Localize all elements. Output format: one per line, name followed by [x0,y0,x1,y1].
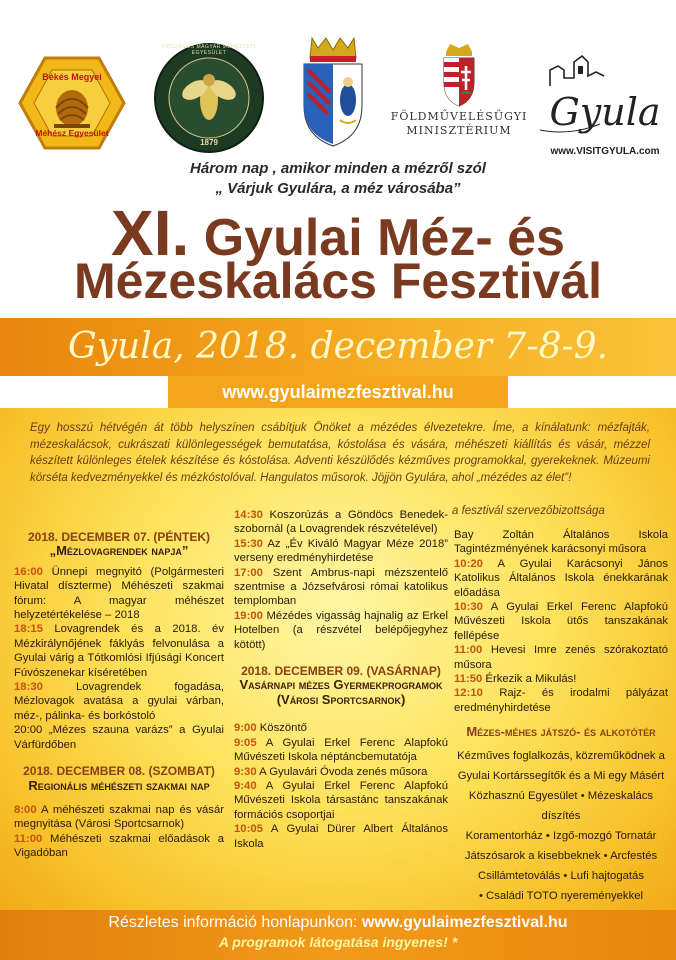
tagline-2: „ Várjuk Gyulára, a méz városába” [215,180,461,197]
entry-text: Bay Zoltán Általános Iskola Tagintézményének karácsonyi műsora [454,529,668,556]
entry-text: A Gyulai Dürer Albert Általános Iskola [234,823,448,850]
logo-row [0,28,676,157]
entry-time: 19:00 [234,609,263,622]
spacer [454,715,668,721]
entry-time: 12:10 [454,687,483,700]
ome-beekeeping-association-logo [153,42,265,154]
program-entry [14,723,224,752]
entry-text: Lovagrendek és a 2018. év Mézkirálynőjének fáklyás felvonulása a Gyulai várig a Tótkomlósi Ifjúsági Koncert Fúvószenekar kíséretében [14,623,224,679]
edition-number: XI. [111,197,190,269]
entry-text: Szent Ambrus-napi mézszentelő szentmise a Józsefvárosi római katolikus templomban [234,566,448,608]
bekes-beekeepers-logo [18,56,126,150]
ministry-name [384,110,534,138]
entry-text: A Gyulai Karácsonyi János Katolikus Általános Iskola énekkarának előadása [454,557,668,599]
program-entry [234,609,448,652]
organizers-signature: a fesztivál szervezőbizottsága [452,505,605,517]
program-entry [234,765,448,779]
program-entry [454,643,668,672]
bekes-logo-bottom-text: Méhész Egyesület [35,128,109,138]
intro-text: Egy hosszú hétvégén át több helyszínen csábítjuk Önöket a mézédes élvezetekre. Íme, a kínálatunk: mézfajták, mézeskalácsok, cukrászati különlegességek bemutatása, kóstolása és vására, méhészeti kiállítás és vásár, mézzel készített különleges ételek készítése és kóstolása. Adventi készülődés kézműves programokkal, gyerekeknek. Múzeumi körséta kedvezményekkel és mézkóstolóval. Hangulatos műsorok. Jöjjön Gyulára, ahol „mézédes az élet”! [30,422,650,484]
workshop-item: Koramentorház • Izgő-mozgó Tornatár [465,829,657,842]
footer-website-link[interactable]: www.gyulaimezfesztival.hu [361,914,568,931]
gyula-coat-of-arms [298,36,368,148]
program-entry [234,779,448,822]
day-2-date: 2018. DECEMBER 08. (SZOMBAT) [23,764,215,779]
gyula-script-wordmark: Gyula [549,90,661,134]
program-entry [234,537,448,566]
entry-time: 11:00 [454,644,483,657]
entry-time: 18:30 [14,681,43,694]
program-entry [14,565,224,623]
program-entry [234,822,448,851]
entry-text: A Gyulai Erkel Ferenc Alapfokú Művészeti Iskola ütős tanszakának fellépése [454,601,668,642]
entry-text: Lovagrendek fogadása, Mézlovagok avatása a gyulai várban, méz-, pálinka- és borkóstoló [14,681,224,722]
day-2-title: Regionális méhészeti szakmai nap [28,777,210,793]
footer-info-label: Részletes információ honlapunkon: [108,914,362,931]
workshop-item: • Családi TOTO nyereményekkel [478,889,644,902]
program-entry [454,528,668,557]
entry-time: 11:00 [14,832,43,845]
program-column-1 [14,530,224,861]
entry-text: A Gyulavári Óvoda zenés műsora [256,765,428,778]
program-entry [234,721,448,735]
day-1-title: „Mézlovagrendek napja” [49,543,189,559]
bekes-logo-top-text: Békés Megyei [42,72,102,82]
entry-time: 10:05 [234,823,263,836]
program-entry [234,736,448,765]
entry-text: Mézédes vigasság hajnalig az Erkel Hotelben (a részvétel belépőjegyhez kötött) [234,609,448,651]
festival-title-line-2: Mézeskalács Fesztivál [73,253,603,309]
workshop-item: Közhasznú Egyesület • Mézeskalács díszítés [468,789,654,822]
entry-text: Érkezik a Mikulás! [482,673,577,686]
visit-gyula-logo [530,46,670,164]
workshop-item: Kézműves foglalkozás, közreműködnek a [457,749,665,762]
entry-text: A méhészeti szakmai nap és vásár megnyitása (Városi Sportcsarnok) [14,803,224,831]
ome-year-text: 1879 [200,138,218,147]
entry-time: 14:30 [234,509,263,521]
ministry-line-1: FÖLDMŰVELÉSÜGYI [390,110,528,123]
entry-time: 9:40 [234,779,257,792]
program-column-2 [234,508,448,851]
website-link[interactable]: www.gyulaimezfesztival.hu [222,382,454,402]
entry-text: Köszöntő [256,722,307,735]
free-entry-notice: A programok látogatása ingyenes! * [218,934,458,950]
entry-time: 17:00 [234,566,263,579]
title-line-1-text: Gyulai Méz- és [189,209,565,267]
entry-time: 18:15 [14,623,43,636]
entry-time: 8:00 [14,803,37,816]
entry-text: Az „Év Kiváló Magyar Méze 2018” verseny eredményhirdetése [234,537,448,565]
workshop-item: Csillámtetoválás • Lufi hajtogatás [478,869,644,882]
entry-time: 10:20 [454,557,483,570]
entry-text: A Gyulai Erkel Ferenc Alapfokú Művészeti Iskola néptáncbemutatója [234,736,448,764]
program-entry [454,686,668,715]
visit-gyula-url: www.VISITGYULA.com [550,146,660,157]
program-entry [234,566,448,609]
program-column-3 [454,528,668,906]
program-entry [14,622,224,680]
workshop-item: Gyulai Kortárssegítők és a Mi egy Másért [457,769,665,782]
entry-text: Méhészeti szakmai előadások a Vigadóban [14,832,224,860]
day-1-date: 2018. DECEMBER 07. (PÉNTEK) [27,530,211,544]
program-entry [14,832,224,861]
entry-time: 20:00 [14,724,43,737]
workshop-title: Mézes-méhes játszó- és alkotótér [466,724,656,740]
entry-time: 9:05 [234,736,257,749]
entry-time: 10:30 [454,601,483,614]
entry-time: 11:50 [454,673,483,686]
entry-time: 9:30 [234,765,257,778]
day-3-title-1: Vasárnapi mézes Gyermekprogramok [239,677,443,693]
entry-text: Hevesi Imre zenés szórakoztató műsora [454,644,668,671]
entry-text: A Gyulai Erkel Ferenc Alapfokú Művészeti Iskola társastánc tanszakának formációs csoportjai [234,779,448,821]
day-3-date: 2018. DECEMBER 09. (VASÁRNAP) [241,664,441,679]
ministry-of-agriculture-logo [384,42,534,148]
entry-text: Ünnepi megnyitó (Polgármesteri Hivatal díszterme) Méhészeti szakmai fórum: A magyar méhészet helyzetértékelése – 2018 [14,565,224,622]
entry-text: Koszorúzás a Göndöcs Benedek-szobornál (a Lovagrendek részvételével) [234,509,448,536]
entry-text: „Mézes szauna varázs” a Gyulai Várfürdőben [14,724,224,751]
workshop-item: Játszósarok a kisebbeknek • Arcfestés [464,849,658,862]
ome-ring-text: ORSZÁGOS MAGYAR MÉHÉSZETI EGYESÜLET [162,44,256,56]
spacer [234,652,448,664]
spacer [14,752,224,764]
program-entry [234,508,448,537]
footer-info [0,914,676,932]
date-banner-text: Gyula, 2018. december 7-8-9. [67,326,609,367]
tagline-1: Három nap , amikor minden a mézről szól [190,160,486,177]
entry-time: 15:30 [234,537,263,550]
program-entry [14,803,224,832]
entry-text: Rajz- és irodalmi pályázat eredményhirdetése [454,687,668,714]
entry-time: 9:00 [234,722,257,735]
day-3-title-2: (Városi Sportcsarnok) [276,691,406,707]
program-entry [454,672,668,686]
ministry-line-2: MINISZTÉRIUM [406,124,512,137]
entry-time: 16:00 [14,565,43,578]
program-entry [454,557,668,600]
program-entry [454,600,668,643]
program-entry [14,680,224,723]
